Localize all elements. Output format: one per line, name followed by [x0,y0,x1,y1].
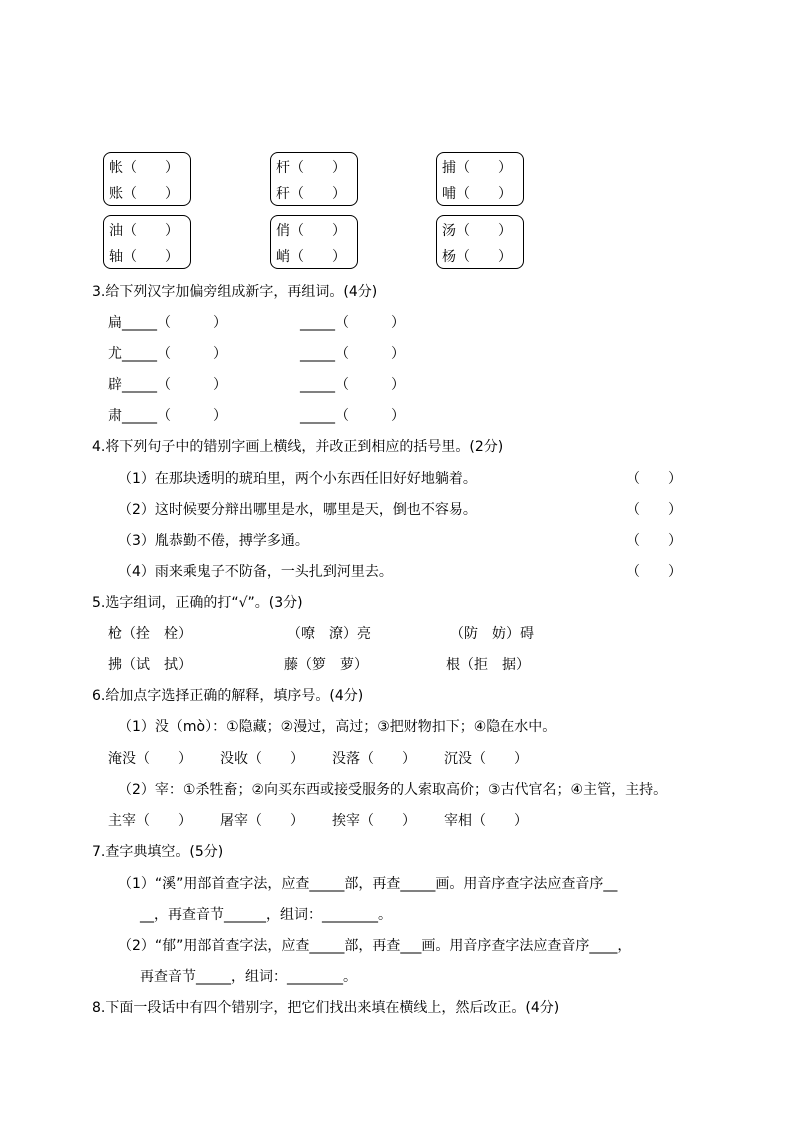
question-3-title: 3.给下列汉字加偏旁组成新字，再组词。(4分) [92,284,378,300]
q5-choice: 拂（试 拭） [108,657,192,673]
char-item: 峭（ ） [276,249,346,265]
q3-row-right: _____（ ） [300,408,405,424]
char-item: 秆（ ） [276,186,346,202]
char-item: 轴（ ） [109,249,179,265]
char-item: 杆（ ） [276,160,346,176]
q4-answer-paren: （ ） [626,502,682,518]
q7-line: （1）“溪”用部首查字法，应查_____部，再查_____画。用音序查字法应查音序__ [118,876,618,892]
q7-line: （2）“郁”用部首查字法，应查_____部，再查___画。用音序查字法应查音序____， [118,938,632,954]
q7-line: __，再查音节______，组词：________。 [140,907,392,923]
q6-word: 宰相（ ） [444,813,528,829]
char-box [270,215,358,269]
question-7-title: 7.查字典填空。(5分) [92,844,224,860]
question-4-title: 4.将下列句子中的错别字画上横线，并改正到相应的括号里。(2分) [92,439,504,455]
char-item: 汤（ ） [442,223,512,239]
question-8-title: 8.下面一段话中有四个错别字，把它们找出来填在横线上，然后改正。(4分) [92,1000,560,1016]
q6-word: 屠宰（ ） [220,813,304,829]
q4-sentence: （1）在那块透明的琥珀里，两个小东西任旧好好地躺着。 [118,471,477,487]
q3-row-right: _____（ ） [300,346,405,362]
q6-word: 没落（ ） [332,751,416,767]
char-item: 油（ ） [109,223,179,239]
q6-definition: （1）没（mò）：①隐藏；②漫过，高过；③把财物扣下；④隐在水中。 [118,719,557,735]
q3-row-left: 肃_____（ ） [108,408,227,424]
q6-word: 淹没（ ） [108,751,192,767]
q4-sentence: （4）雨来乘鬼子不防备，一头扎到河里去。 [118,564,393,580]
char-box [270,152,358,206]
q3-row-left: 辟_____（ ） [108,377,227,393]
q3-row-right: _____（ ） [300,315,405,331]
q4-answer-paren: （ ） [626,471,682,487]
char-item: 杨（ ） [442,249,512,265]
q6-definition: （2）宰：①杀牲畜；②向买东西或接受服务的人索取高价；③古代官名；④主管，主持。 [118,782,668,798]
q5-choice: 根（拒 据） [446,657,530,673]
char-item: 账（ ） [109,186,179,202]
char-box [103,215,191,269]
q3-row-left: 尤_____（ ） [108,346,227,362]
char-box [436,215,524,269]
q7-line: 再查音节_____，组词：________。 [140,969,357,985]
q4-sentence: （3）胤恭勤不倦，搏学多通。 [118,533,309,549]
q4-answer-paren: （ ） [626,564,682,580]
char-item: 帐（ ） [109,160,179,176]
q6-word: 没收（ ） [220,751,304,767]
q3-row-left: 扁_____（ ） [108,315,227,331]
q6-word: 主宰（ ） [108,813,192,829]
char-box [103,152,191,206]
q3-row-right: _____（ ） [300,377,405,393]
q5-choice: （嘹 潦）亮 [287,626,371,642]
q6-word: 挨宰（ ） [332,813,416,829]
char-item: 捕（ ） [442,160,512,176]
q6-word: 沉没（ ） [444,751,528,767]
question-6-title: 6.给加点字选择正确的解释，填序号。(4分) [92,688,364,704]
char-item: 哺（ ） [442,186,512,202]
question-5-title: 5.选字组词，正确的打“√”。(3分) [92,595,303,611]
q5-choice: （防 妨）碍 [450,626,534,642]
q5-choice: 枪（拴 栓） [108,626,192,642]
q4-answer-paren: （ ） [626,533,682,549]
q5-choice: 藤（箩 萝） [284,657,368,673]
q4-sentence: （2）这时候要分辩出哪里是水，哪里是天，倒也不容易。 [118,502,477,518]
char-item: 俏（ ） [276,223,346,239]
char-box [436,152,524,206]
